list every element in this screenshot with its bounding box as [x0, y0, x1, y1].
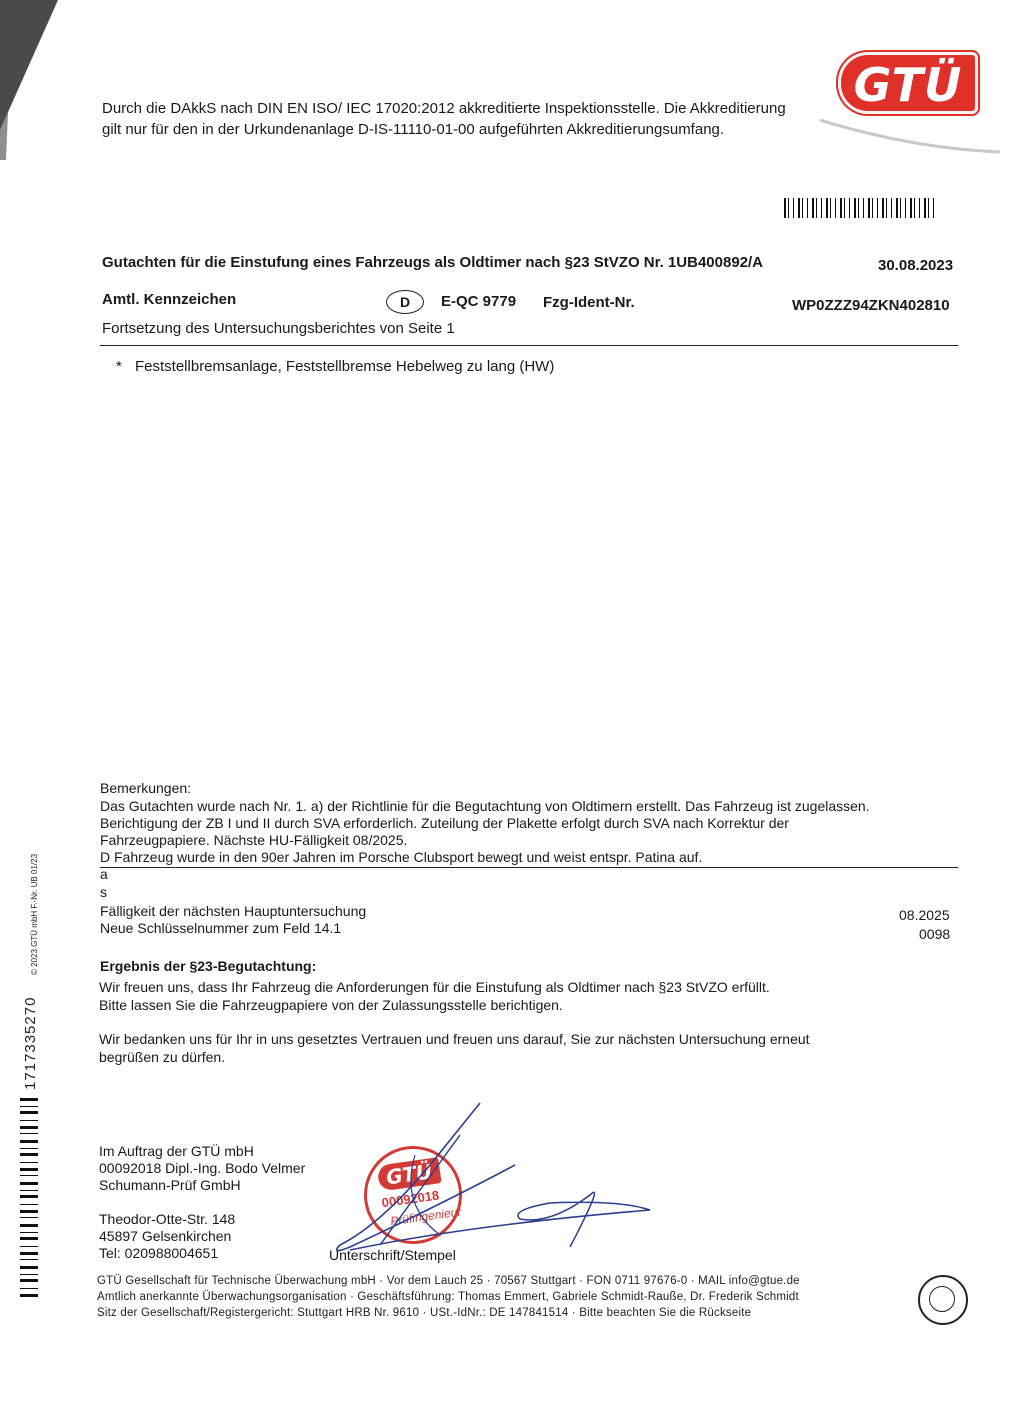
remarks-line-4: D Fahrzeug wurde in den 90er Jahren im Porsche Clubsport bewegt und weist entspr. Patina auf. [100, 849, 703, 865]
margin-copyright: © 2023 GTÜ mbH F.-Nr. UB 01/23 [30, 853, 39, 975]
signature-label: Unterschrift/Stempel [329, 1247, 456, 1263]
accreditation-line-1: Durch die DAkkS nach DIN EN ISO/ IEC 17020:2012 akkreditierte Inspektionsstelle. Die Akkreditierung [102, 100, 786, 117]
footer-line-1: GTÜ Gesellschaft für Technische Überwachung mbH · Vor dem Lauch 25 · 70567 Stuttgart · FON 0711 97676-0 · MAIL info@gtue.de [97, 1275, 800, 1287]
key-number-label: Neue Schlüsselnummer zum Feld 14.1 [100, 920, 342, 936]
thanks-line-2: begrüßen zu dürfen. [99, 1049, 226, 1065]
plate-label: Amtl. Kennzeichen [102, 291, 237, 308]
continuation-note: Fortsetzung des Untersuchungsberichtes von Seite 1 [102, 320, 455, 337]
finding-text: Feststellbremsanlage, Feststellbremse Hebelweg zu lang (HW) [135, 358, 555, 375]
report-date: 30.08.2023 [878, 257, 954, 274]
vertical-barcode-icon [20, 1098, 38, 1300]
footer-line-2: Amtlich anerkannte Überwachungsorganisation · Geschäftsführung: Thomas Emmert, Gabriele Schmidt-Rauße, Dr. Frederik Schmidt [97, 1291, 799, 1303]
logo-swoosh [820, 118, 1000, 158]
on-behalf: Im Auftrag der GTÜ mbH [99, 1143, 254, 1159]
plate-number: E-QC 9779 [441, 293, 517, 310]
remarks-line-2: Berichtigung der ZB I und II durch SVA erforderlich. Zuteilung der Plakette erfolgt durch SVA nach Korrektur der [100, 815, 789, 831]
remarks-line-3: Fahrzeugpapiere. Nächste HU-Fälligkeit 08/2025. [100, 832, 408, 848]
street-address: Theodor-Otte-Str. 148 [99, 1211, 236, 1227]
company-name: Schumann-Prüf GmbH [99, 1177, 241, 1193]
report-title: Gutachten für die Einstufung eines Fahrzeugs als Oldtimer nach §23 StVZO Nr. 1UB400892/A [102, 254, 764, 271]
vin-value: WP0ZZZ94ZKN402810 [792, 297, 950, 314]
remarks-line-6: s [100, 884, 107, 900]
stamp-arc-text: Prüfingenieur [389, 1204, 463, 1229]
result-line-2: Bitte lassen Sie die Fahrzeugpapiere von der Zulassungsstelle berichtigen. [99, 997, 563, 1013]
footer-line-3: Sitz der Gesellschaft/Registergericht: Stuttgart HRB Nr. 9610 · USt.-IdNr.: DE 147841514 · Bitte beachten Sie die Rückseite [97, 1307, 752, 1319]
remarks-label: Bemerkungen: [100, 780, 192, 796]
accreditation-line-2: gilt nur für den in der Urkundenanlage D-IS-11110-01-00 aufgeführten Akkreditierungsumfang. [102, 121, 725, 138]
margin-doc-number: 1717335270 [22, 996, 39, 1090]
city-address: 45897 Gelsenkirchen [99, 1228, 232, 1244]
thanks-line-1: Wir bedanken uns für Ihr in uns gesetztes Vertrauen und freuen uns darauf, Sie zur nächsten Untersuchung erneut [99, 1031, 810, 1047]
remarks-divider [100, 867, 958, 868]
next-hu-label: Fälligkeit der nächsten Hauptuntersuchung [100, 903, 367, 919]
scan-edge-artifact [0, 0, 60, 160]
next-hu-value: 08.2025 [899, 907, 950, 923]
result-line-1: Wir freuen uns, dass Ihr Fahrzeug die Anforderungen für die Einstufung als Oldtimer nach §23 StVZO erfüllt. [99, 979, 770, 995]
finding-bullet: * [116, 358, 122, 375]
phone-number: Tel: 020988004651 [99, 1245, 219, 1261]
plate-country-oval: D [386, 290, 424, 314]
certification-seal-icon [918, 1275, 968, 1325]
stamp-number: 00092018 [380, 1187, 441, 1211]
header-divider [100, 345, 958, 346]
logo-text: GTÜ [853, 58, 963, 112]
key-number-value: 0098 [919, 926, 951, 942]
barcode-icon [784, 198, 934, 218]
result-heading: Ergebnis der §23-Begutachtung: [100, 958, 317, 974]
vin-label: Fzg-Ident-Nr. [543, 294, 635, 311]
remarks-line-1: Das Gutachten wurde nach Nr. 1. a) der Richtlinie für die Begutachtung von Oldtimern erstellt. Das Fahrzeug ist zugelassen. [100, 798, 870, 814]
handwritten-signature [320, 1095, 660, 1265]
stamp-logo: GTÜ [377, 1157, 442, 1191]
remarks-line-5: a [100, 866, 108, 882]
examiner-name: 00092018 Dipl.-Ing. Bodo Velmer [99, 1160, 306, 1176]
gtue-logo [838, 52, 978, 114]
